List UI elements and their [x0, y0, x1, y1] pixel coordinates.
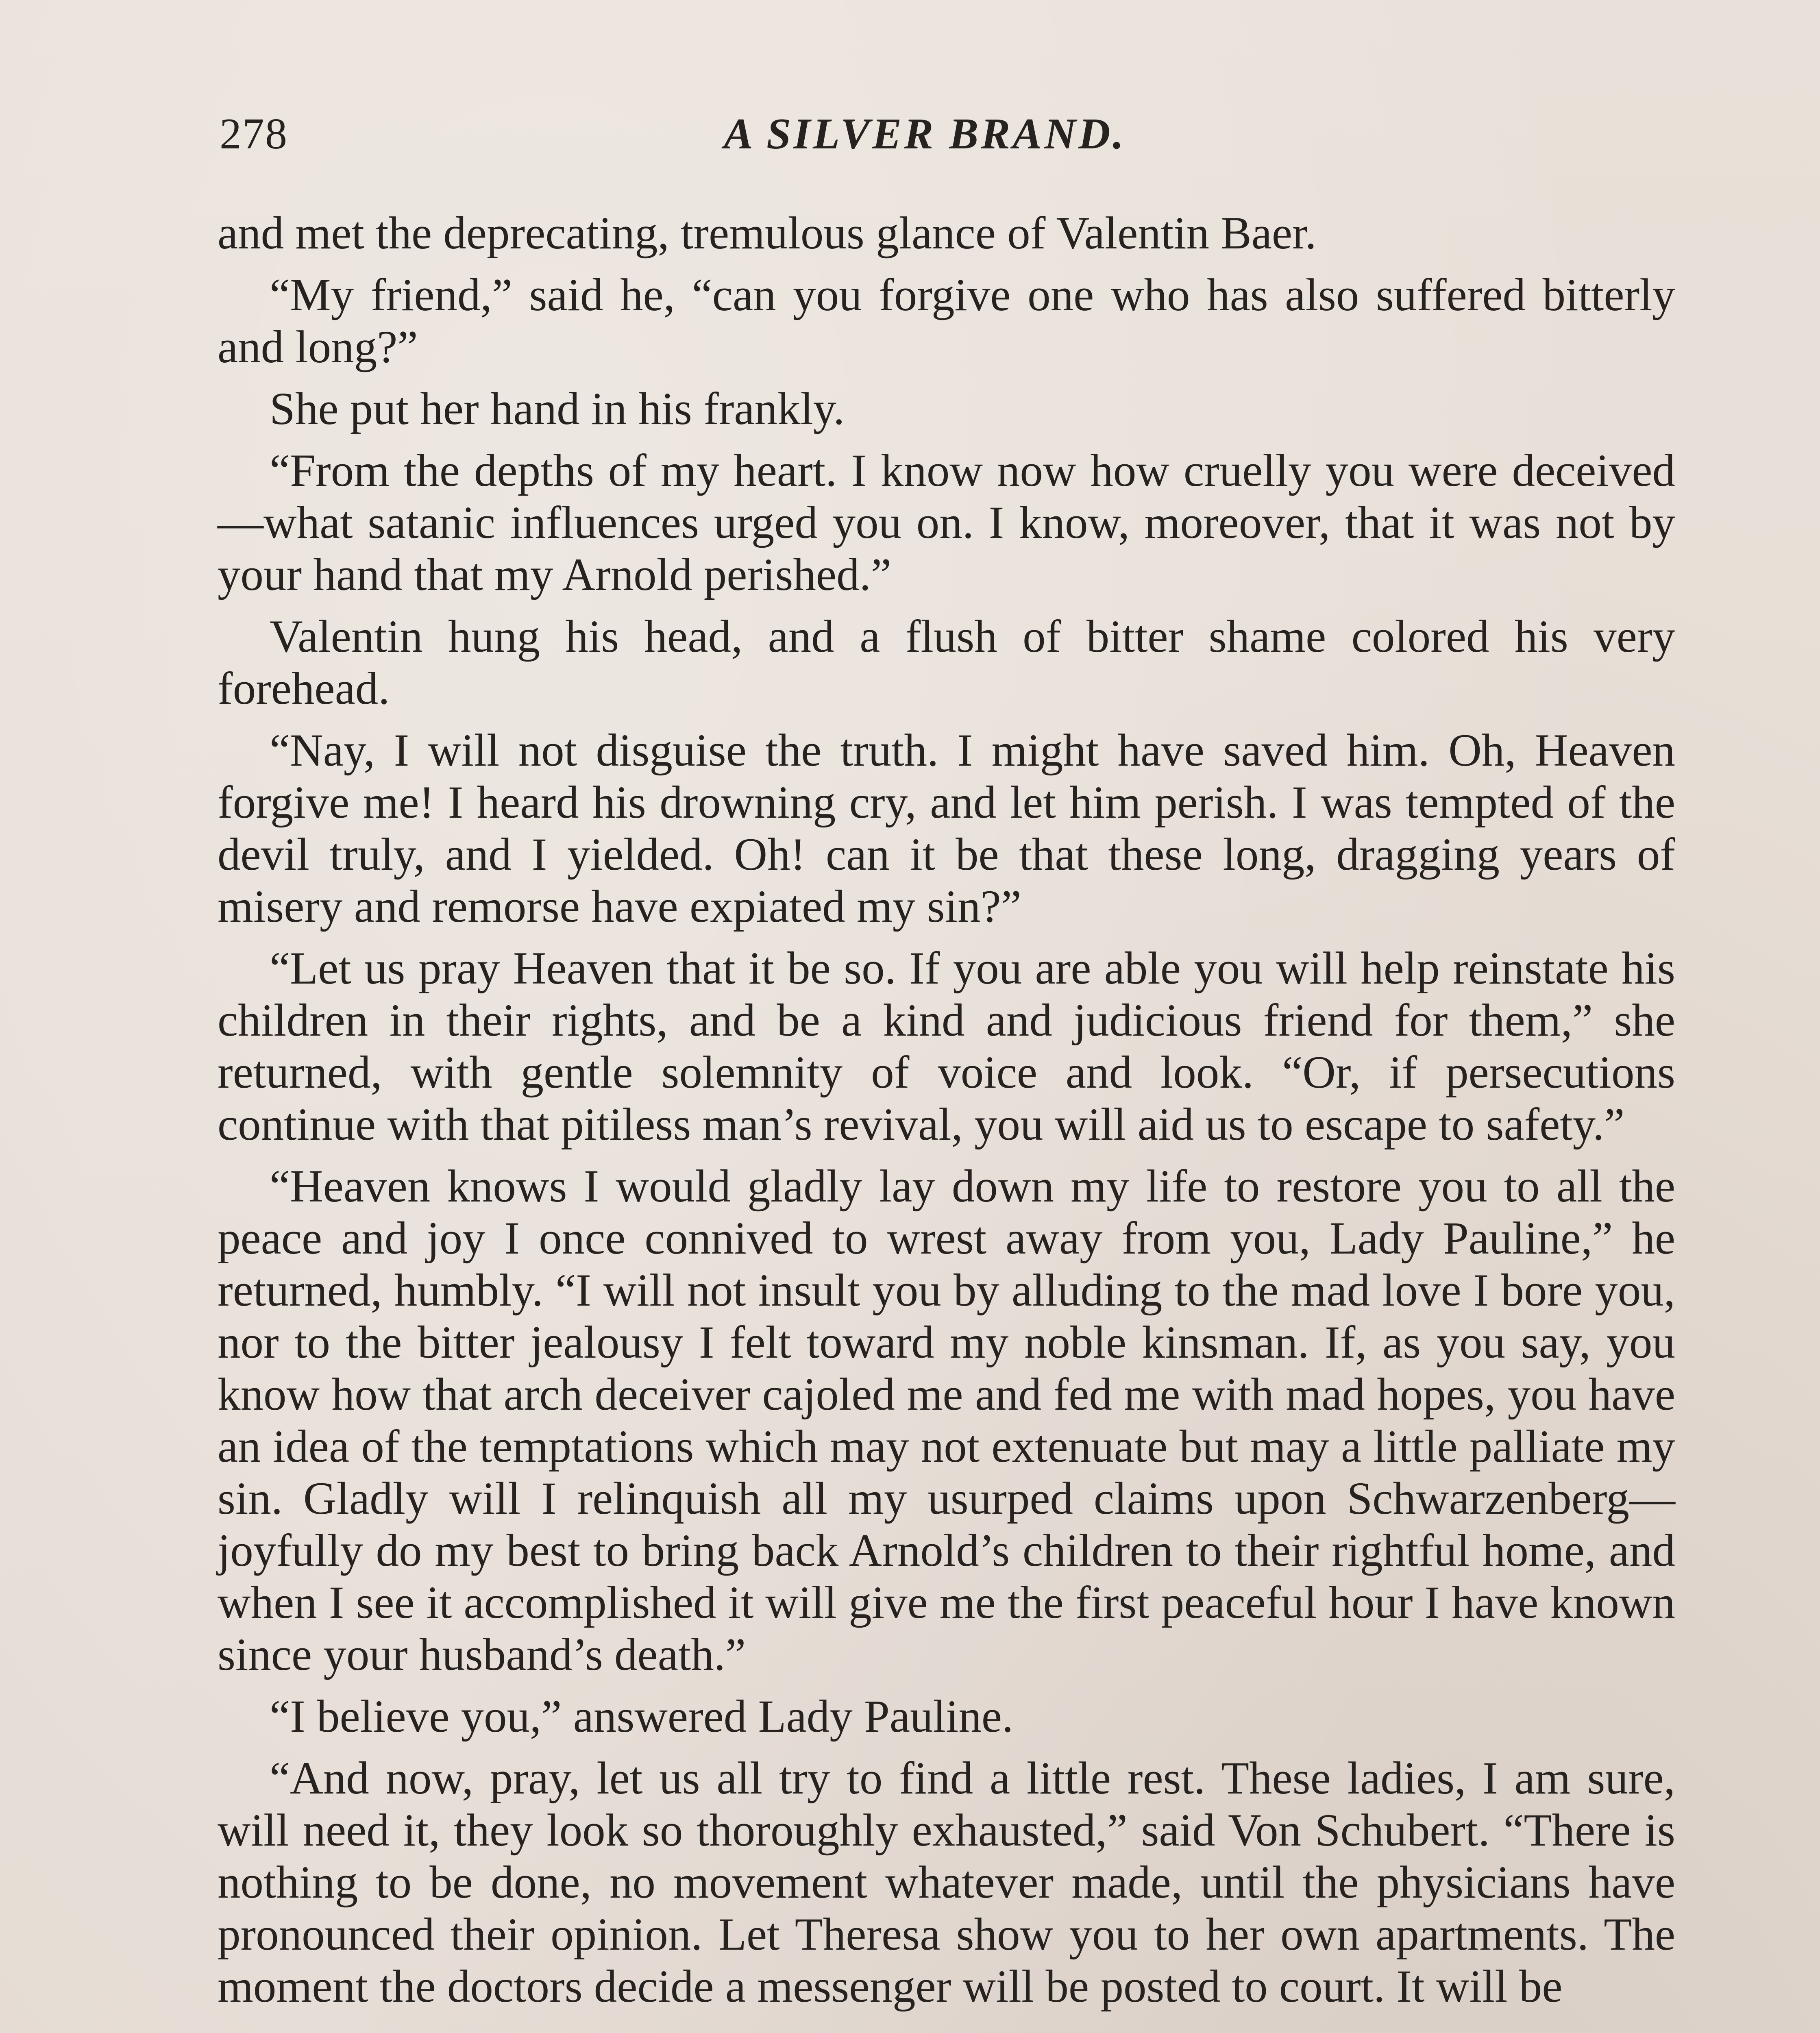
paragraph: “And now, pray, let us all try to find a little rest. These ladies, I am sure, will need it, they look so thoroughly exhausted,” said Von Schubert. “There is nothing to be done, no movement whatever made, until the physicians have pronounced their opinion. Let Theresa show you to her own apartments. The moment the doctors decide a messenger will be posted to court. It will be — [218, 1753, 1675, 2012]
body-text — [218, 207, 1675, 2022]
paragraph: “From the depths of my heart. I know now how cruelly you were deceived—what satanic influences urged you on. I know, moreover, that it was not by your hand that my Arnold perished.” — [218, 445, 1675, 600]
paragraph: She put her hand in his frankly. — [270, 383, 845, 434]
paragraph: “I believe you,” answered Lady Pauline. — [270, 1691, 1014, 1742]
book-title: A SILVER BRAND. — [724, 110, 1126, 158]
paragraph: Valentin hung his head, and a flush of bitter shame colored his very forehead. — [218, 611, 1675, 714]
paragraph: “Nay, I will not disguise the truth. I might have saved him. Oh, Heaven forgive me! I heard his drowning cry, and let him perish. I was tempted of the devil truly, and I yielded. Oh! can it be that these long, dragging years of misery and remorse have expiated my sin?” — [218, 725, 1675, 932]
paragraph: “My friend,” said he, “can you forgive one who has also suffered bitterly and long?” — [218, 270, 1675, 372]
paragraph: and met the deprecating, tremulous glance of Valentin Baer. — [218, 208, 1317, 259]
running-head — [220, 106, 1675, 163]
paragraph: “Let us pray Heaven that it be so. If you are able you will help reinstate his children in their rights, and be a kind and judicious friend for them,” she returned, with gentle solemnity of voice and look. “Or, if persecutions continue with that pitiless man’s revival, you will aid us to escape to safety.” — [218, 943, 1675, 1150]
page-number: 278 — [220, 110, 288, 158]
paragraph: “Heaven knows I would gladly lay down my life to restore you to all the peace and joy I once connived to wrest away from you, Lady Pauline,” he returned, humbly. “I will not insult you by alluding to the mad love I bore you, nor to the bitter jealousy I felt toward my noble kinsman. If, as you say, you know how that arch deceiver cajoled me and fed me with mad hopes, you have an idea of the temptations which may not extenuate but may a little palliate my sin. Gladly will I relinquish all my usurped claims upon Schwarzenberg—joyfully do my best to bring back Arnold’s children to their rightful home, and when I see it accomplished it will give me the first peaceful hour I have known since your husband’s death.” — [218, 1161, 1675, 1680]
